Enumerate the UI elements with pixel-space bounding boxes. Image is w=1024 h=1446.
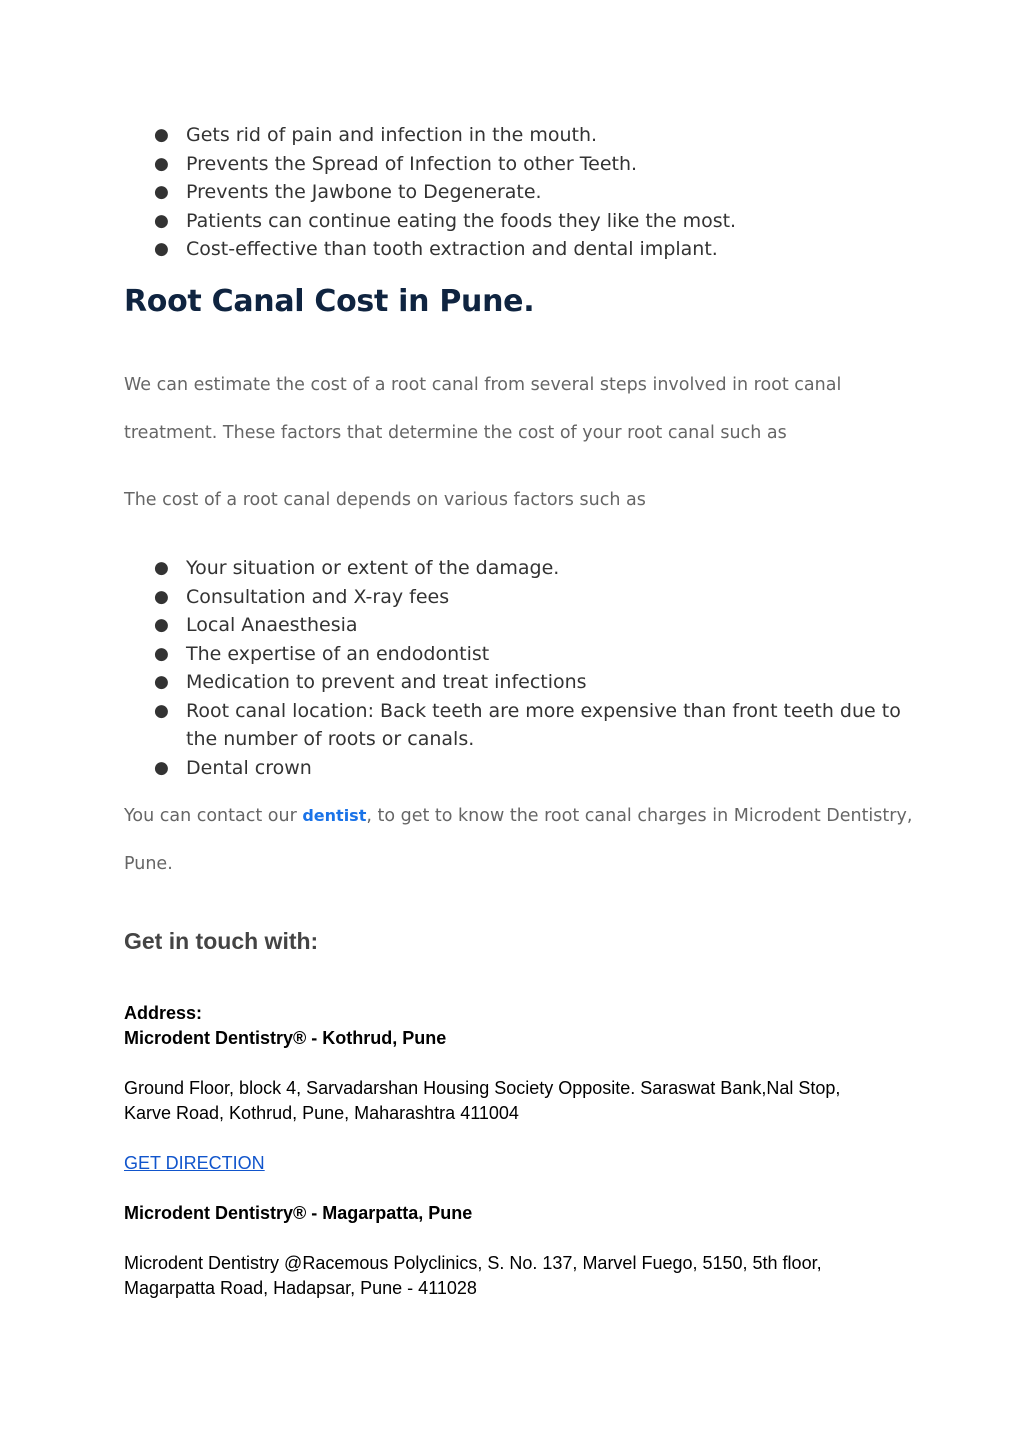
list-item: ● Local Anaesthesia	[124, 611, 914, 640]
bullet-icon: ●	[154, 558, 169, 578]
clinic1-address: Ground Floor, block 4, Sarvadarshan Housing Society Opposite. Saraswat Bank,Nal Stop, Karve Road, Kothrud, Pune, Maharashtra 411004	[124, 1078, 841, 1123]
bullet-icon: ●	[154, 210, 169, 231]
bullet-icon: ●	[154, 586, 169, 607]
contact-heading: Get in touch with:	[124, 928, 319, 954]
list-item: ● Prevents the Jawbone to Degenerate.	[124, 178, 914, 207]
list-item: ● Root canal location: Back teeth are more expensive than front teeth due to the number of roots or canals.	[124, 697, 914, 754]
address-label: Address:	[124, 1003, 203, 1023]
clinic1-header	[124, 1001, 914, 1051]
list-item: ● Gets rid of pain and infection in the mouth.	[124, 121, 914, 150]
clinic2-address: Microdent Dentistry @Racemous Polyclinics, S. No. 137, Marvel Fuego, 5150, 5th floor, Magarpatta Road, Hadapsar, Pune - 411028	[124, 1253, 822, 1298]
list-item: ● Dental crown	[124, 754, 914, 783]
bullet-icon: ●	[154, 757, 169, 778]
list-item: ● Prevents the Spread of Infection to other Teeth.	[124, 150, 914, 179]
dentist-link[interactable]: dentist	[302, 806, 367, 825]
bullet-icon: ●	[154, 700, 169, 721]
list-item: ● The expertise of an endodontist	[124, 640, 914, 669]
clinic1-direction	[124, 1151, 914, 1176]
bullet-icon: ●	[154, 643, 169, 664]
list-item: ● Your situation or extent of the damage.	[124, 554, 914, 583]
intro-paragraph: We can estimate the cost of a root canal from several steps involved in root canal treatment. These factors that determine the cost of your root canal such as	[124, 375, 842, 443]
factors-list	[124, 554, 914, 782]
list-item: ● Patients can continue eating the foods they like the most.	[124, 207, 914, 236]
clinic1-name: Microdent Dentistry® - Kothrud, Pune	[124, 1028, 447, 1048]
factors-intro: The cost of a root canal depends on various factors such as	[124, 490, 646, 510]
list-item: ● Consultation and X-ray fees	[124, 583, 914, 612]
bullet-icon: ●	[154, 239, 169, 259]
page-title: Root Canal Cost in Pune.	[124, 284, 535, 319]
bullet-icon: ●	[154, 672, 169, 692]
benefits-list	[124, 121, 914, 264]
bullet-icon: ●	[154, 153, 169, 174]
bullet-icon: ●	[154, 125, 169, 145]
clinic2-name: Microdent Dentistry® - Magarpatta, Pune	[124, 1203, 473, 1223]
get-direction-link[interactable]: GET DIRECTION	[124, 1153, 265, 1173]
bullet-icon: ●	[154, 615, 169, 635]
contact-paragraph: You can contact our dentist, to get to know the root canal charges in Microdent Dentistry, Pune.	[124, 806, 913, 874]
bullet-icon: ●	[154, 182, 169, 202]
list-item: ● Cost-effective than tooth extraction and dental implant.	[124, 235, 914, 264]
list-item: ● Medication to prevent and treat infections	[124, 668, 914, 697]
